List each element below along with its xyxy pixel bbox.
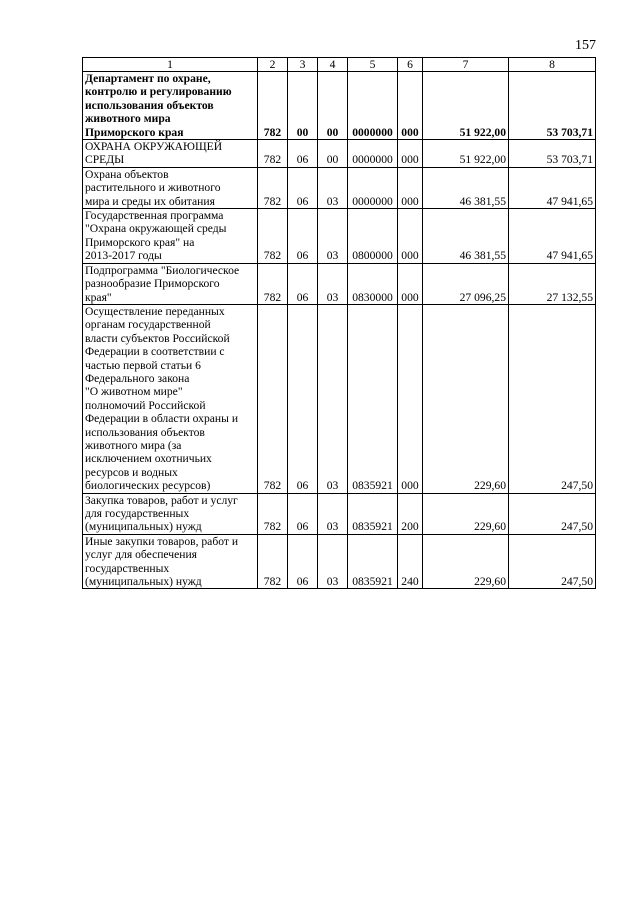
column-header: 6 (398, 58, 423, 72)
amount-year2-cell: 53 703,71 (509, 140, 596, 168)
target-article-cell: 0000000 (348, 167, 398, 208)
amount-year1-cell: 229,60 (423, 493, 509, 534)
row-name-line: для государственных (85, 507, 190, 520)
column-header: 2 (258, 58, 288, 72)
row-name-line: контролю и регулированию (85, 85, 232, 99)
row-name-line: государственных (85, 561, 170, 575)
row-name-line: Государственная программа (85, 209, 224, 223)
row-name-line: Федерации в соответствии с (85, 345, 225, 359)
table-body (83, 72, 596, 589)
table-row (83, 209, 596, 264)
amount-year1-cell: 51 922,00 (423, 140, 509, 168)
table-row (83, 534, 596, 589)
amount-year1-cell: 51 922,00 (423, 72, 509, 140)
target-article-cell: 0000000 (348, 72, 398, 140)
row-name-line: Приморского края" на (85, 235, 195, 249)
row-name-cell (83, 534, 258, 589)
row-name-line: "Охрана окружающей среды (85, 222, 227, 236)
amount-year2-cell: 53 703,71 (509, 72, 596, 140)
row-name-line: края" (85, 290, 112, 304)
expense-type-cell: 000 (398, 72, 423, 140)
glava-cell: 782 (258, 534, 288, 589)
row-name-line: мира и среды их обитания (85, 194, 215, 208)
row-name-line: власти субъектов Российской (85, 331, 230, 345)
glava-cell: 782 (258, 304, 288, 493)
column-header: 8 (509, 58, 596, 72)
amount-year1-cell: 46 381,55 (423, 209, 509, 264)
amount-year1-cell: 27 096,25 (423, 263, 509, 304)
row-name-line: Подпрограмма "Биологическое (85, 263, 240, 277)
row-name-line: Департамент по охране, (85, 72, 211, 85)
target-article-cell: 0800000 (348, 209, 398, 264)
row-name-line: услуг для обеспечения (85, 548, 197, 562)
target-article-cell: 0830000 (348, 263, 398, 304)
row-name-cell (83, 263, 258, 304)
section-cell: 06 (288, 167, 318, 208)
subsection-cell: 00 (318, 72, 348, 140)
amount-year1-cell: 229,60 (423, 304, 509, 493)
amount-year2-cell: 247,50 (509, 304, 596, 493)
target-article-cell: 0000000 (348, 140, 398, 168)
column-header: 1 (83, 58, 258, 72)
column-header: 4 (318, 58, 348, 72)
section-cell: 06 (288, 209, 318, 264)
row-name-line: Закупка товаров, работ и услуг (85, 493, 238, 507)
row-name-line: исключением охотничьих (85, 452, 212, 466)
row-name-line: Осуществление переданных (85, 304, 225, 318)
row-name-line: частью первой статьи 6 (85, 358, 201, 372)
page-number: 157 (575, 38, 596, 53)
row-name-line: органам государственной (85, 318, 211, 332)
target-article-cell: 0835921 (348, 304, 398, 493)
table-row (83, 167, 596, 208)
row-name-line: Приморского края (85, 125, 184, 139)
subsection-cell: 03 (318, 304, 348, 493)
row-name-line: Федерального закона (85, 371, 190, 385)
subsection-cell: 03 (318, 493, 348, 534)
amount-year2-cell: 47 941,65 (509, 209, 596, 264)
row-name-line: использования объектов (85, 425, 205, 439)
glava-cell: 782 (258, 72, 288, 140)
header-row (83, 58, 596, 72)
subsection-cell: 03 (318, 534, 348, 589)
expense-type-cell: 240 (398, 534, 423, 589)
row-name-line: "О животном мире" (85, 385, 183, 399)
row-name-cell (83, 72, 258, 140)
target-article-cell: 0835921 (348, 493, 398, 534)
section-cell: 06 (288, 534, 318, 589)
row-name-line: (муниципальных) нужд (85, 575, 202, 589)
table-row (83, 304, 596, 493)
amount-year2-cell: 47 941,65 (509, 167, 596, 208)
row-name-line: животного мира (85, 112, 171, 126)
table-row (83, 72, 596, 140)
row-name-cell (83, 493, 258, 534)
row-name-cell (83, 304, 258, 493)
glava-cell: 782 (258, 263, 288, 304)
expense-type-cell: 200 (398, 493, 423, 534)
expense-type-cell: 000 (398, 263, 423, 304)
expense-type-cell: 000 (398, 304, 423, 493)
amount-year1-cell: 229,60 (423, 534, 509, 589)
row-name-line: разнообразие Приморского (85, 277, 220, 291)
section-cell: 06 (288, 140, 318, 168)
subsection-cell: 03 (318, 263, 348, 304)
subsection-cell: 03 (318, 209, 348, 264)
expense-type-cell: 000 (398, 209, 423, 264)
row-name-line: животного мира (за (85, 438, 182, 452)
amount-year2-cell: 247,50 (509, 534, 596, 589)
row-name-line: Иные закупки товаров, работ и (85, 534, 239, 548)
row-name-line: СРЕДЫ (85, 153, 125, 167)
row-name-line: 2013-2017 годы (85, 249, 162, 263)
glava-cell: 782 (258, 209, 288, 264)
amount-year2-cell: 247,50 (509, 493, 596, 534)
expense-type-cell: 000 (398, 140, 423, 168)
row-name-line: растительного и животного (85, 181, 221, 195)
section-cell: 06 (288, 493, 318, 534)
table-row (83, 263, 596, 304)
target-article-cell: 0835921 (348, 534, 398, 589)
glava-cell: 782 (258, 167, 288, 208)
column-header: 7 (423, 58, 509, 72)
row-name-line: (муниципальных) нужд (85, 520, 202, 534)
row-name-line: ОХРАНА ОКРУЖАЮЩЕЙ (85, 140, 223, 154)
column-header: 5 (348, 58, 398, 72)
row-name-cell (83, 209, 258, 264)
subsection-cell: 03 (318, 167, 348, 208)
row-name-line: биологических ресурсов) (85, 479, 211, 493)
section-cell: 06 (288, 304, 318, 493)
row-name-line: Федерации в области охраны и (85, 412, 239, 426)
row-name-cell (83, 140, 258, 168)
expense-type-cell: 000 (398, 167, 423, 208)
row-name-line: полномочий Российской (85, 398, 206, 412)
row-name-line: Охрана объектов (85, 167, 169, 181)
table-row (83, 140, 596, 168)
section-cell: 06 (288, 263, 318, 304)
table-row (83, 493, 596, 534)
amount-year1-cell: 46 381,55 (423, 167, 509, 208)
column-header: 3 (288, 58, 318, 72)
section-cell: 00 (288, 72, 318, 140)
amount-year2-cell: 27 132,55 (509, 263, 596, 304)
row-name-cell (83, 167, 258, 208)
subsection-cell: 00 (318, 140, 348, 168)
budget-table (82, 57, 596, 589)
glava-cell: 782 (258, 493, 288, 534)
row-name-line: ресурсов и водных (85, 465, 178, 479)
glava-cell: 782 (258, 140, 288, 168)
row-name-line: использования объектов (85, 98, 214, 112)
